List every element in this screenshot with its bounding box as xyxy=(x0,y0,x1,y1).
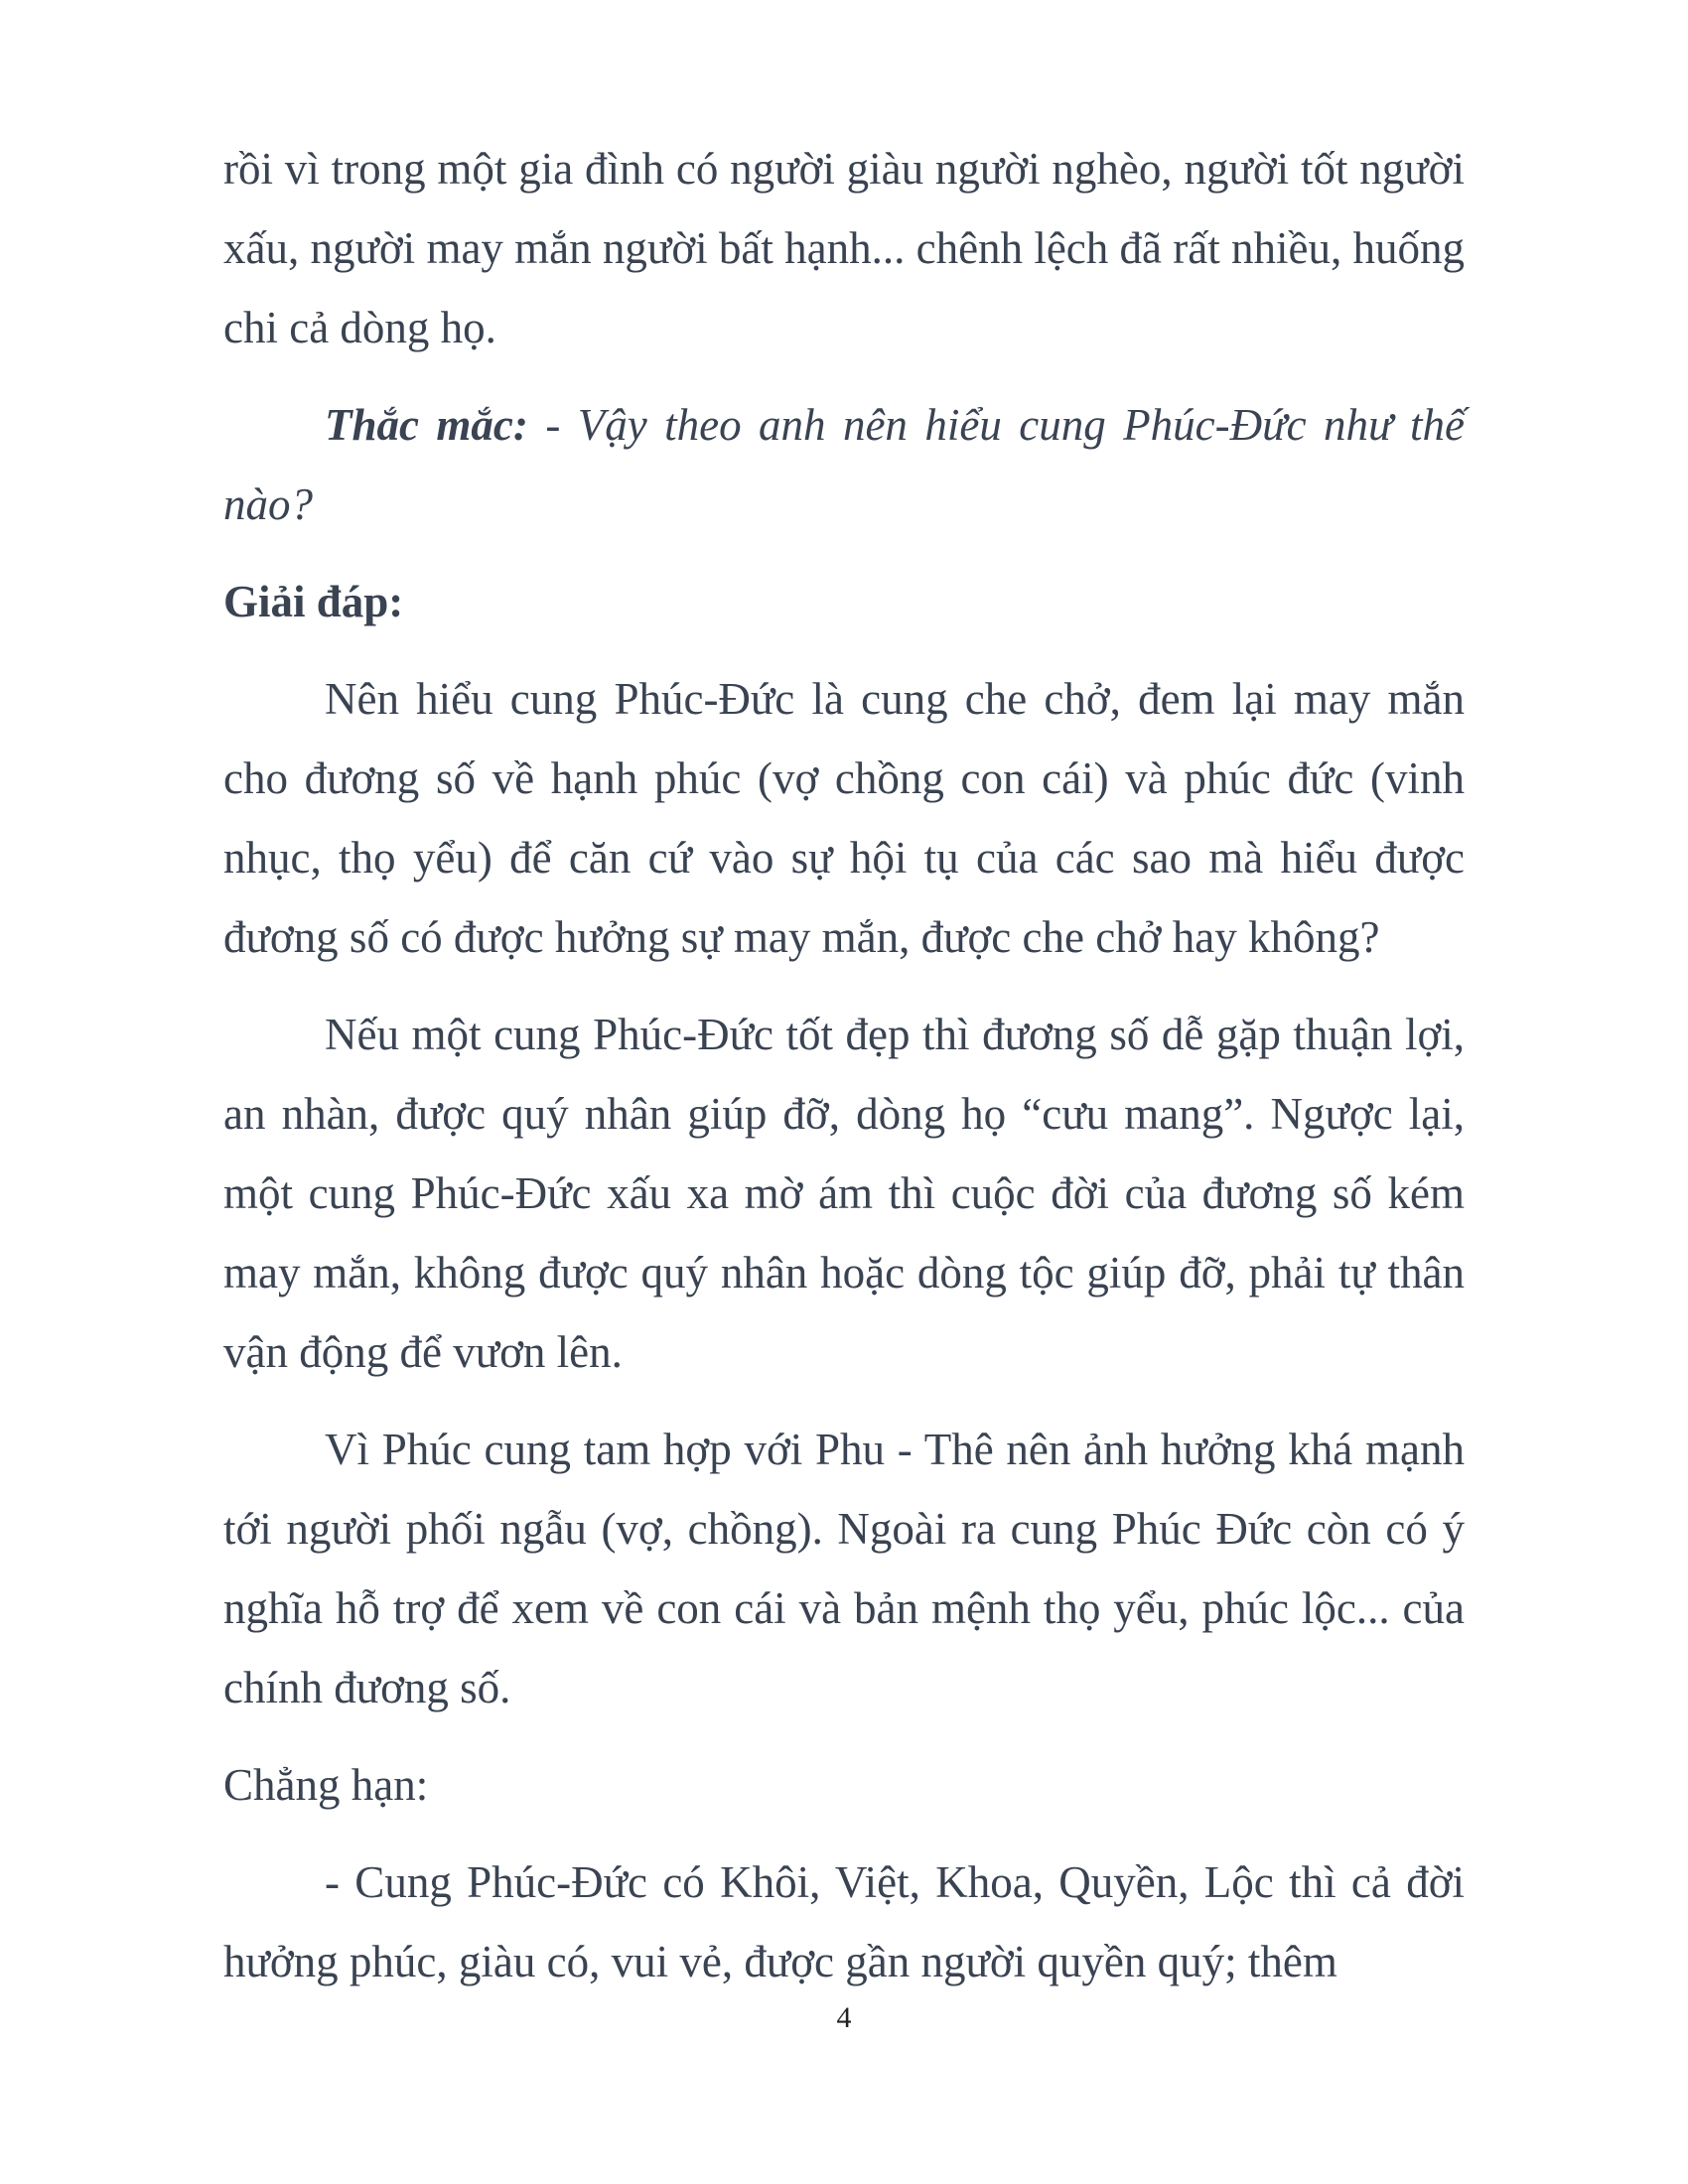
paragraph-meaning: Nên hiểu cung Phúc-Đức là cung che chở, đem lại may mắn cho đương số về hạnh phúc (vợ chồng con cái) và phúc đức (vinh nhục, thọ yểu) để căn cứ vào sự hội tụ của các sao mà hiểu được đương số có được hưởng sự may mắn, được che chở hay không? xyxy=(223,674,1465,962)
answer-heading: Giải đáp: xyxy=(223,577,404,626)
paragraph-example: - Cung Phúc-Đức có Khôi, Việt, Khoa, Quyền, Lộc thì cả đời hưởng phúc, giàu có, vui vẻ, được gần người quyền quý; thêm xyxy=(223,1857,1465,1986)
question-label: Thắc mắc: xyxy=(325,400,528,450)
question-paragraph xyxy=(223,385,1465,544)
paragraph-continuation: rồi vì trong một gia đình có người giàu người nghèo, người tốt người xấu, người may mắn người bất hạnh... chênh lệch đã rất nhiều, huống chi cả dòng họ. xyxy=(223,144,1465,352)
paragraph-good-bad: Nếu một cung Phúc-Đức tốt đẹp thì đương số dễ gặp thuận lợi, an nhàn, được quý nhân giúp đỡ, dòng họ “cưu mang”. Ngược lại, một cung Phúc-Đức xấu xa mờ ám thì cuộc đời của đương số kém may mắn, không được quý nhân hoặc dòng tộc giúp đỡ, phải tự thân vận động để vươn lên. xyxy=(223,1010,1465,1377)
page-number: 4 xyxy=(836,2001,852,2034)
paragraph-influence: Vì Phúc cung tam hợp với Phu - Thê nên ảnh hưởng khá mạnh tới người phối ngẫu (vợ, chồng). Ngoài ra cung Phúc Đức còn có ý nghĩa hỗ trợ để xem về con cái và bản mệnh thọ yểu, phúc lộc... của chính đương số. xyxy=(223,1425,1465,1712)
page-body xyxy=(223,129,1465,2019)
example-label: Chẳng hạn: xyxy=(223,1760,429,1810)
question-text: - Vậy theo anh nên hiểu cung Phúc-Đức như thế nào? xyxy=(223,400,1466,529)
